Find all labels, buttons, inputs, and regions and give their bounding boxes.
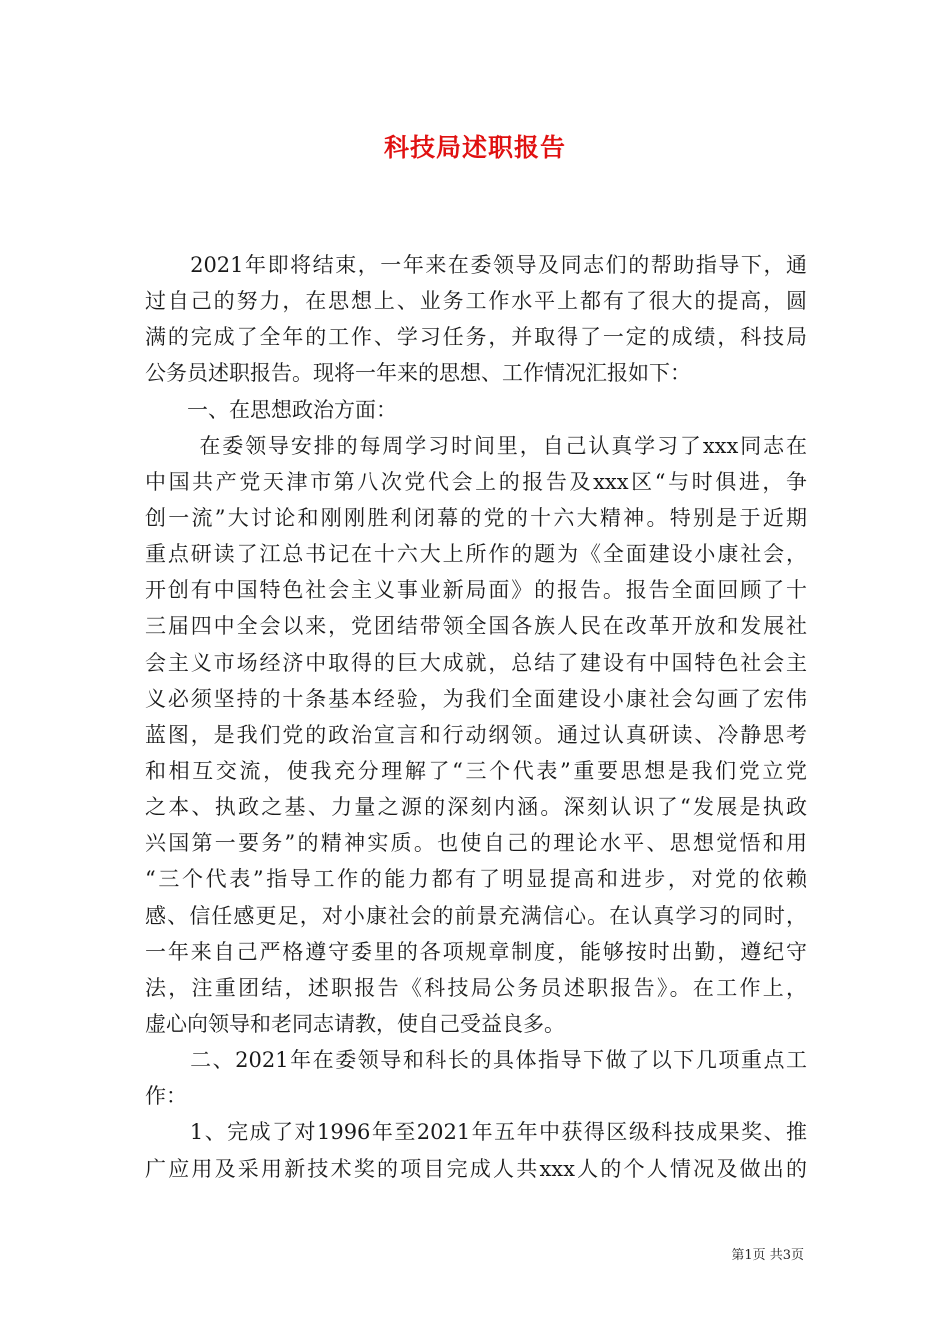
document-title: 科技局述职报告: [383, 133, 566, 162]
text-line: 在委领导安排的每周学习时间里，自己认真学习了xxx同志在: [145, 433, 807, 458]
text-line: 会主义市场经济中取得的巨大成就，总结了建设有中国特色社会主: [145, 650, 807, 675]
text-line: 虚心向领导和老同志请教，使自己受益良多。: [145, 1011, 565, 1036]
text-line: 满的完成了全年的工作、学习任务，并取得了一定的成绩，科技局: [145, 325, 807, 350]
text-line: “三个代表”指导工作的能力都有了明显提高和进步，对党的依赖: [145, 867, 807, 892]
text-line: 过自己的努力，在思想上、业务工作水平上都有了很大的提高，圆: [145, 289, 807, 314]
text-line: 义必须坚持的十条基本经验，为我们全面建设小康社会勾画了宏伟: [145, 686, 807, 711]
text-line: 中国共产党天津市第八次党代会上的报告及xxx区“与时俱进，争: [145, 469, 807, 494]
text-line: 重点研读了江总书记在十六大上所作的题为《全面建设小康社会，: [145, 542, 807, 567]
text-line: 之本、执政之基、力量之源的深刻内涵。深刻认识了“发展是执政: [145, 795, 807, 820]
text-line: 公务员述职报告。现将一年来的思想、工作情况汇报如下：: [145, 361, 691, 386]
text-line: 1、完成了对1996年至2021年五年中获得区级科技成果奖、推: [145, 1120, 807, 1145]
text-line: 一年来自己严格遵守委里的各项规章制度，能够按时出勤，遵纪守: [145, 939, 807, 964]
text-line: 作：: [145, 1084, 187, 1109]
text-line: 二、2021年在委领导和科长的具体指导下做了以下几项重点工: [145, 1048, 807, 1073]
text-line: 一、在思想政治方面：: [145, 397, 397, 422]
text-line: 兴国第一要务”的精神实质。也使自己的理论水平、思想觉悟和用: [145, 831, 807, 856]
text-line: 感、信任感更足，对小康社会的前景充满信心。在认真学习的同时，: [145, 903, 807, 928]
text-line: 法，注重团结，述职报告《科技局公务员述职报告》。在工作上，: [145, 975, 807, 1000]
text-line: 开创有中国特色社会主义事业新局面》的报告。报告全面回顾了十: [145, 578, 807, 603]
text-line: 三届四中全会以来，党团结带领全国各族人民在改革开放和发展社: [145, 614, 807, 639]
document-body: [145, 247, 807, 1187]
text-line: 和相互交流，使我充分理解了“三个代表”重要思想是我们党立党: [145, 758, 807, 783]
text-line: 创一流”大讨论和刚刚胜利闭幕的党的十六大精神。特别是于近期: [145, 505, 807, 530]
text-line: 广应用及采用新技术奖的项目完成人共xxx人的个人情况及做出的: [145, 1156, 807, 1181]
page-footer: 第1页 共3页: [731, 1248, 804, 1263]
text-line: 蓝图，是我们党的政治宣言和行动纲领。通过认真研读、冷静思考: [145, 722, 807, 747]
text-line: 2021年即将结束，一年来在委领导及同志们的帮助指导下，通: [145, 253, 807, 277]
